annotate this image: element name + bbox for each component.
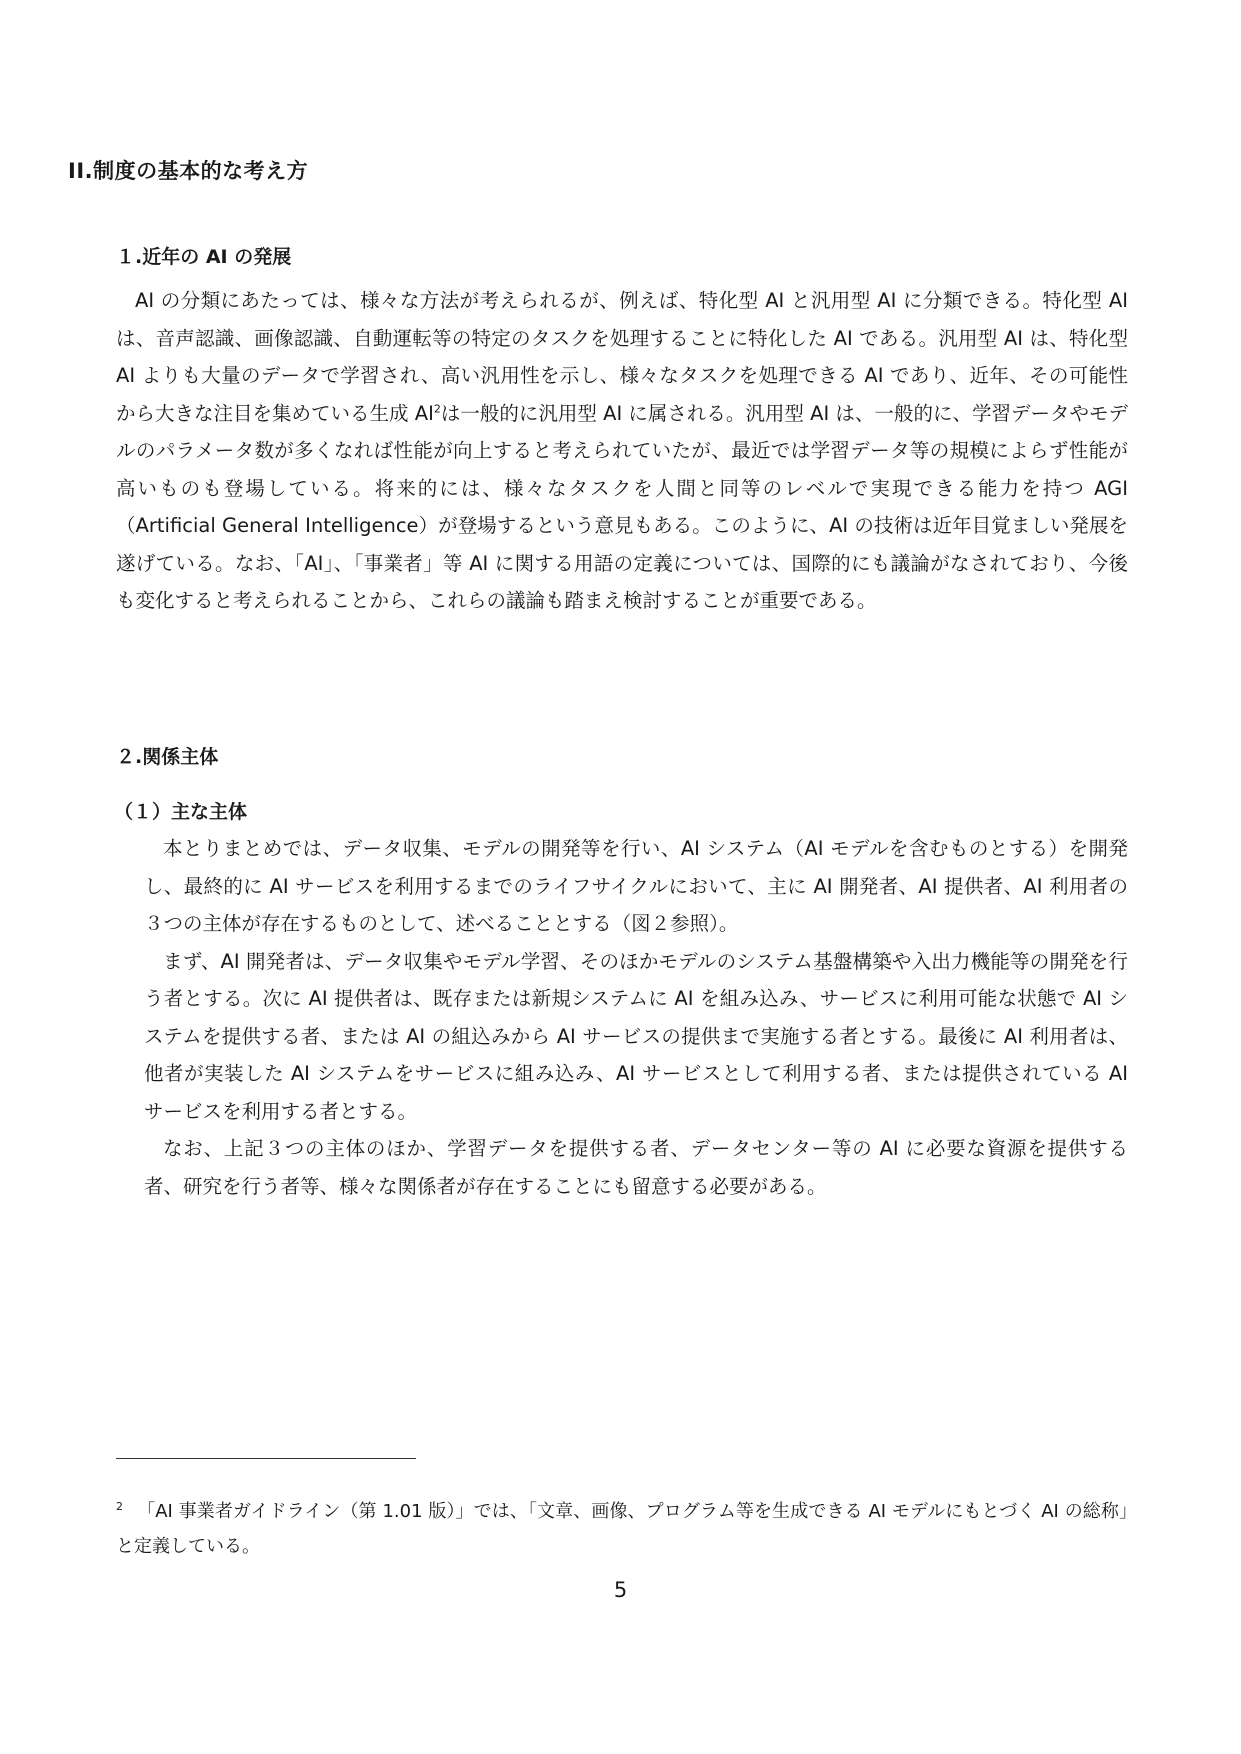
footnote-separator [116,1458,416,1459]
paragraph-main-entities-3: なお、上記３つの主体のほか、学習データを提供する者、データセンター等の AI に必要な資源を提供する者、研究を行う者等、様々な関係者が存在することにも留意する必要がある。 [144,1137,1128,1198]
subsection-body [144,830,1128,1205]
paragraph-ai-development [116,282,1128,620]
paragraph-main-entities-2: まず、AI 開発者は、データ収集やモデル学習、そのほかモデルのシステム基盤構築や入出力機能等の開発を行う者とする。次に AI 提供者は、既存または新規システムに AI を組み込み、サービスに利用可能な状態で AI システムを提供する者、または AI の組込みから AI サービスの提供まで実施する者とする。最後に AI 利用者は、他者が実装した AI システムをサービスに組み込み、AI サービスとして利用する者、または提供されている AI サービスを利用する者とする。 [144,949,1128,1123]
paragraph-text-before-ref: AI の分類にあたっては、様々な方法が考えられるが、例えば、特化型 AI と汎用型 AI に分類できる。特化型 AI は、音声認識、画像認識、自動運転等の特定のタスクを処理することに特化した AI である。汎用型 AI は、特化型 AI よりも大量のデータで学習され、高い汎用性を示し、様々なタスクを処理できる AI であり、近年、その可能性から大きな注目を集めている生成 AI [116,289,1128,425]
page-number: 5 [613,1578,628,1602]
footnote-mark: 2 [116,1500,123,1513]
subsection-heading-main-entities: （１）主な主体 [114,801,248,823]
footnote-reference[interactable]: 2 [433,402,441,415]
section-heading-ai-development: １.近年の AI の発展 [116,246,292,268]
chapter-heading: II.制度の基本的な考え方 [68,159,309,183]
footnote [116,1494,1128,1564]
footnote-text: 「AI 事業者ガイドライン（第 1.01 版）」では、「文章、画像、プログラム等を生成できる AI モデルにもとづく AI の総称」と定義している。 [116,1501,1128,1557]
paragraph-main-entities-1: 本とりまとめでは、データ収集、モデルの開発等を行い、AI システム（AI モデルを含むものとする）を開発し、最終的に AI サービスを利用するまでのライフサイクルにおいて、主に AI 開発者、AI 提供者、AI 利用者の３つの主体が存在するものとして、述べることとする（図２参照）。 [144,837,1128,935]
section-heading-stakeholders: ２.関係主体 [116,746,219,768]
paragraph-text-after-ref: は一般的に汎用型 AI に属される。汎用型 AI は、一般的に、学習データやモデルのパラメータ数が多くなれば性能が向上すると考えられていたが、最近では学習データ等の規模によらず性能が高いものも登場している。将来的には、様々なタスクを人間と同等のレベルで実現できる能力を持つ AGI（Artificial General Intelligence）が登場するという意見もある。このように、AI の技術は近年目覚ましい発展を遂げている。なお、「AI」、「事業者」等 AI に関する用語の定義については、国際的にも議論がなされており、今後も変化すると考えられることから、これらの議論も踏まえ検討することが重要である。 [116,401,1128,612]
